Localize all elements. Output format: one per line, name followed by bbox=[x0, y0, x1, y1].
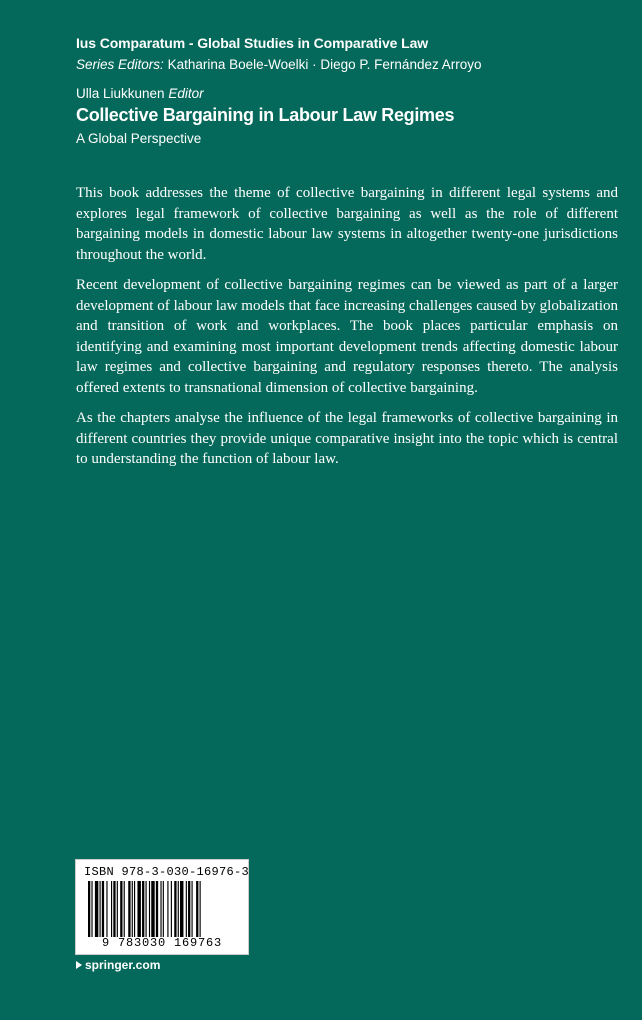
barcode-bar bbox=[167, 881, 168, 937]
barcode-bar bbox=[88, 881, 90, 937]
barcode-bar bbox=[174, 881, 176, 937]
barcode-bar bbox=[142, 881, 144, 937]
book-description bbox=[76, 183, 618, 480]
barcode-bar bbox=[200, 881, 201, 937]
barcode-bar bbox=[113, 881, 115, 937]
barcode-bar bbox=[137, 881, 140, 937]
triangle-right-icon bbox=[76, 961, 82, 969]
barcode-bar bbox=[151, 881, 154, 937]
barcode-bars bbox=[82, 881, 242, 943]
barcode-bar bbox=[117, 881, 118, 937]
barcode-bar bbox=[111, 881, 112, 937]
description-paragraph-3: As the chapters analyse the influence of the legal frameworks of collective bargaining in different countries they provide unique comparative insight into the topic which is central to understanding the function of labour law. bbox=[76, 410, 618, 467]
barcode-bar bbox=[180, 881, 183, 937]
barcode-bar bbox=[146, 881, 147, 937]
barcode-bar bbox=[120, 881, 122, 937]
book-editor-line bbox=[76, 86, 204, 101]
website-label: springer.com bbox=[85, 958, 161, 972]
barcode-bar bbox=[106, 881, 107, 937]
barcode-bar bbox=[163, 881, 164, 937]
barcode-bar bbox=[156, 881, 158, 937]
barcode-bar bbox=[132, 881, 133, 937]
isbn-label: ISBN 978-3-030-16976-3 bbox=[84, 865, 250, 879]
barcode-bar bbox=[134, 881, 135, 937]
editor-name: Ulla Liukkunen bbox=[76, 86, 165, 101]
book-title: Collective Bargaining in Labour Law Regimes bbox=[76, 105, 455, 125]
description-paragraph-2: Recent development of collective bargaining regimes can be viewed as part of a larger development of labour law models that face increasing challenges caused by globalization and transition of work and workplaces. The book places particular emphasis on identifying and examining most important development trends affecting domestic labour law regimes and collective bargaining and regulatory responses thereto. The analysis offered extents to transnational dimension of collective bargaining. bbox=[76, 277, 618, 396]
series-editors-names: Katharina Boele-Woelki · Diego P. Fernández Arroyo bbox=[167, 57, 482, 72]
barcode-bar bbox=[186, 881, 187, 937]
description-paragraph-1: This book addresses the theme of collective bargaining in different legal systems and explores legal framework of collective bargaining as well as the role of different bargaining models in domestic labour law systems in altogether twenty-one jurisdictions throughout the world. bbox=[76, 185, 618, 263]
barcode-bar bbox=[128, 881, 130, 937]
series-title: Ius Comparatum - Global Studies in Comparative Law bbox=[76, 35, 429, 51]
barcode-number: 9 783030 169763 bbox=[101, 936, 223, 950]
barcode-bar bbox=[192, 881, 193, 937]
editor-role: Editor bbox=[168, 86, 204, 101]
barcode-bar bbox=[149, 881, 150, 937]
barcode-bar bbox=[91, 881, 92, 937]
barcode-bar bbox=[100, 881, 101, 937]
barcode-bar bbox=[102, 881, 104, 937]
book-subtitle: A Global Perspective bbox=[76, 131, 202, 146]
series-editors-line bbox=[76, 57, 481, 72]
barcode-bar bbox=[160, 881, 161, 937]
isbn-barcode bbox=[75, 859, 249, 955]
barcode-bar bbox=[196, 881, 198, 937]
barcode-bar bbox=[171, 881, 172, 937]
series-editors-label: Series Editors: bbox=[76, 57, 164, 72]
barcode-bar bbox=[95, 881, 98, 937]
barcode-bar bbox=[188, 881, 190, 937]
barcode-bar bbox=[124, 881, 125, 937]
barcode-bar bbox=[178, 881, 179, 937]
website-link[interactable] bbox=[76, 958, 160, 972]
